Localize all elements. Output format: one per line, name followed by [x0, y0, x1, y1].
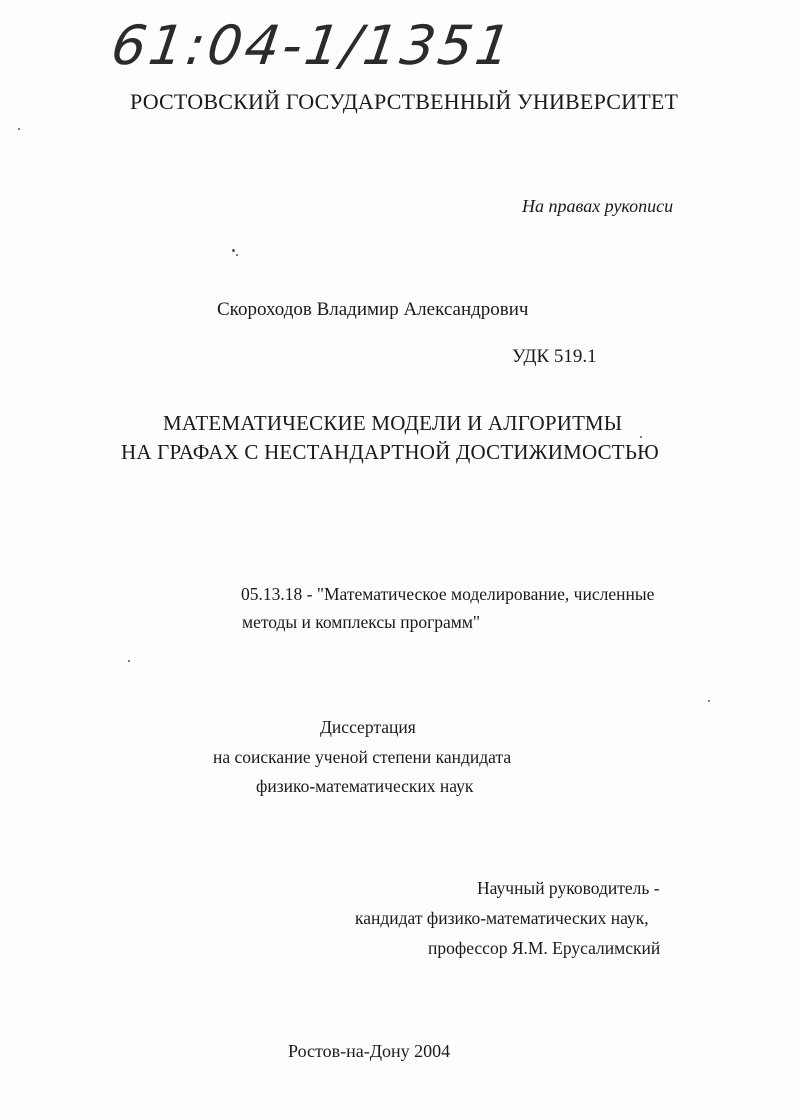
scan-speck	[640, 436, 642, 438]
degree-line-2: физико-математических наук	[256, 776, 474, 796]
scan-speck	[708, 700, 710, 702]
city-and-year: Ростов-на-Дону 2004	[288, 1041, 451, 1061]
author-name: Скороходов Владимир Александрович	[217, 299, 529, 320]
udk-code: УДК 519.1	[512, 346, 597, 367]
dissertation-type: Диссертация	[320, 717, 416, 737]
scan-speck	[236, 254, 238, 256]
specialty-line-2: методы и комплексы программ"	[242, 612, 481, 632]
manuscript-rights-note: На правах рукописи	[522, 196, 674, 216]
handwritten-archive-number: 61:04-1/1351	[107, 14, 518, 77]
specialty-line-1: 05.13.18 - "Математическое моделирование, численные	[241, 584, 655, 604]
scan-speck	[128, 660, 130, 662]
dissertation-title-line-1: МАТЕМАТИЧЕСКИЕ МОДЕЛИ И АЛГОРИТМЫ	[163, 411, 623, 435]
university-name: РОСТОВСКИЙ ГОСУДАРСТВЕННЫЙ УНИВЕРСИТЕТ	[130, 89, 679, 114]
scan-speck	[18, 128, 20, 130]
degree-line-1: на соискание ученой степени кандидата	[213, 747, 512, 767]
scan-speck	[232, 249, 235, 252]
supervisor-degree: кандидат физико-математических наук,	[355, 908, 649, 928]
supervisor-name: профессор Я.М. Ерусалимский	[428, 938, 661, 958]
supervisor-label: Научный руководитель -	[477, 878, 660, 898]
dissertation-title-line-2: НА ГРАФАХ С НЕСТАНДАРТНОЙ ДОСТИЖИМОСТЬЮ	[121, 440, 659, 464]
